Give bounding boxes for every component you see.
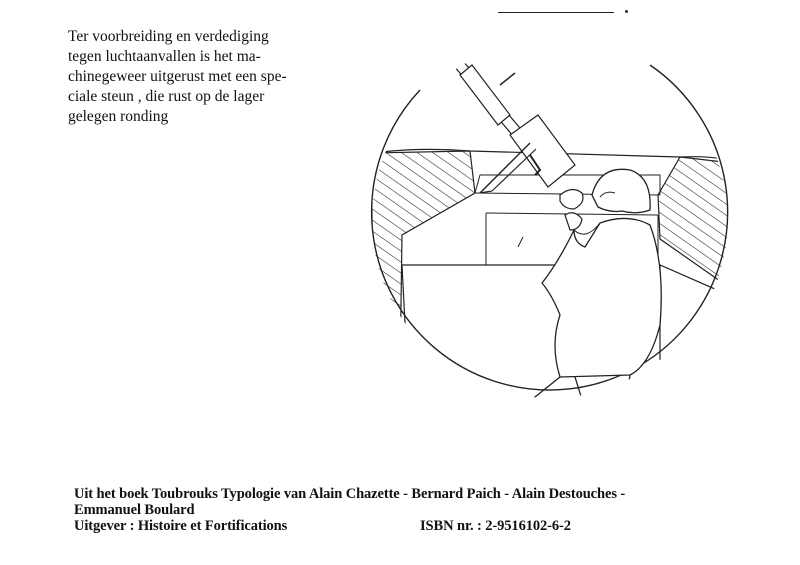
- caption-line-1: Ter voorbreiding en verdediging: [68, 28, 269, 45]
- machine-gun-illustration: [360, 25, 760, 430]
- publisher: Uitgever : Histoire et Fortifications: [74, 518, 288, 534]
- caption-line-4: ciale steun , die rust op de lager: [68, 88, 265, 105]
- book-credits: [74, 486, 774, 534]
- credits-line-2: Emmanuel Boulard: [74, 502, 195, 518]
- caption-text: [68, 27, 358, 127]
- speck: [625, 10, 628, 13]
- caption-line-3: chinegeweer uitgerust met een spe-: [68, 68, 287, 85]
- isbn: ISBN nr. : 2-9516102-6-2: [420, 518, 571, 534]
- caption-line-2: tegen luchtaanvallen is het ma-: [68, 48, 261, 65]
- caption-line-5: gelegen ronding: [68, 108, 169, 125]
- credits-line-1: Uit het boek Toubrouks Typologie van Alain Chazette - Bernard Paich - Alain Destouches -: [74, 486, 626, 502]
- left-wall: [372, 151, 475, 375]
- illustration-svg: [360, 25, 760, 425]
- top-rule: [498, 12, 614, 13]
- right-wall: [658, 157, 752, 355]
